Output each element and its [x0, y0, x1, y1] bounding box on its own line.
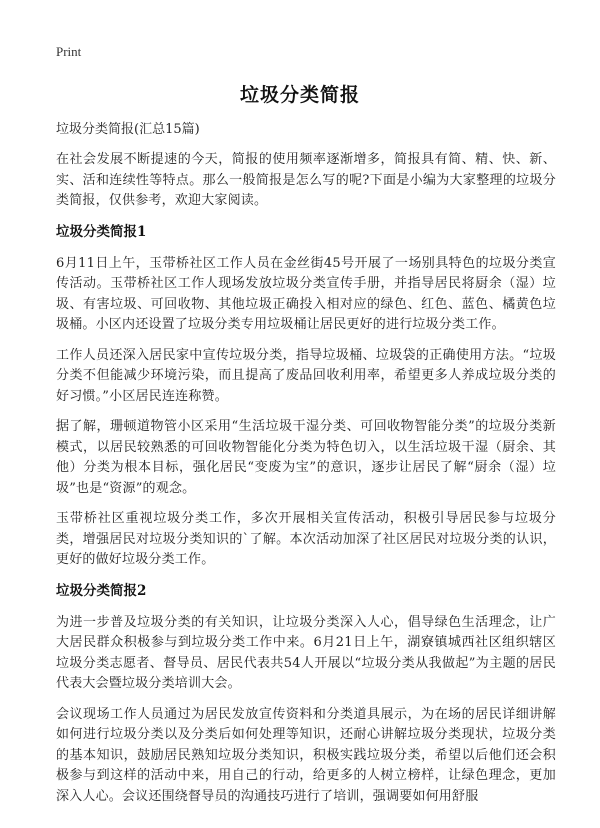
intro-paragraph: 在社会发展不断提速的今天，简报的使用频率逐渐增多，简报具有简、精、快、新、实、活和连续性等特点。那么一般简报是怎么写的呢?下面是小编为大家整理的垃圾分类简报，仅供参考，欢迎大家阅读。 [56, 152, 556, 208]
section-paragraph: 会议现场工作人员通过为居民发放宣传资料和分类道具展示，为在场的居民详细讲解如何进行垃圾分类以及分类后如何处理等知识，还耐心讲解垃圾分类现状，垃圾分类的基本知识，鼓励居民熟知垃圾分类知识，积极实践垃圾分类，希望以后他们还会积极参与到这样的活动中来，用自己的行动，给更多的人树立榜样，让绿色理念，更加深入人心。会议还围绕督导员的沟通技巧进行了培训，强调要如何用舒服 [56, 706, 556, 804]
section-paragraph: 6月11日上午，玉带桥社区工作人员在金丝街45号开展了一场别具特色的垃圾分类宣传活动。玉带桥社区工作人现场发放垃圾分类宣传手册，并指导居民将厨余（湿）垃圾、有害垃圾、可回收物、其他垃圾正确投入相对应的绿色、红色、蓝色、橘黄色垃圾桶。小区内还设置了垃圾分类专用垃圾桶让居民更好的进行垃圾分类工作。 [56, 255, 556, 332]
section-paragraph: 工作人员还深入居民家中宣传垃圾分类，指导垃圾桶、垃圾袋的正确使用方法。“垃圾分类不但能减少环境污染，而且提高了废品回收利用率，希望更多人养成垃圾分类的好习惯。”小区居民连连称赞。 [56, 347, 556, 404]
page-title: 垃圾分类简报 [239, 84, 360, 106]
section-heading: 垃圾分类简报2 [56, 582, 147, 599]
section-2 [56, 581, 556, 808]
document-body [56, 120, 556, 817]
section-paragraph: 据了解，珊顿道物管小区采用“生活垃圾干湿分类、可回收物智能分类”的垃圾分类新模式，以居民较熟悉的可回收物智能化分类为特色切入，以生活垃圾干湿（厨余、其他）分类为根本目标，强化居民“变废为宝”的意识，逐步让居民了解“厨余（湿）垃圾”也是“资源”的观念。 [56, 419, 556, 496]
print-link[interactable]: Print [56, 44, 82, 59]
section-1 [56, 222, 556, 571]
section-heading: 垃圾分类简报1 [56, 223, 147, 240]
section-paragraph: 为进一步普及垃圾分类的有关知识，让垃圾分类深入人心，倡导绿色生活理念，让广大居民群众积极参与到垃圾分类工作中来。6月21日上午，湖寮镇城西社区组织辖区垃圾分类志愿者、督导员、居民代表共54人开展以“垃圾分类从我做起”为主题的居民代表大会暨垃圾分类培训大会。 [56, 614, 556, 691]
document-subtitle: 垃圾分类简报(汇总15篇) [56, 122, 200, 137]
section-paragraph: 玉带桥社区重视垃圾分类工作，多次开展相关宣传活动，积极引导居民参与垃圾分类，增强居民对垃圾分类知识的`了解。本次活动加深了社区居民对垃圾分类的认识，更好的做好垃圾分类工作。 [56, 511, 556, 567]
